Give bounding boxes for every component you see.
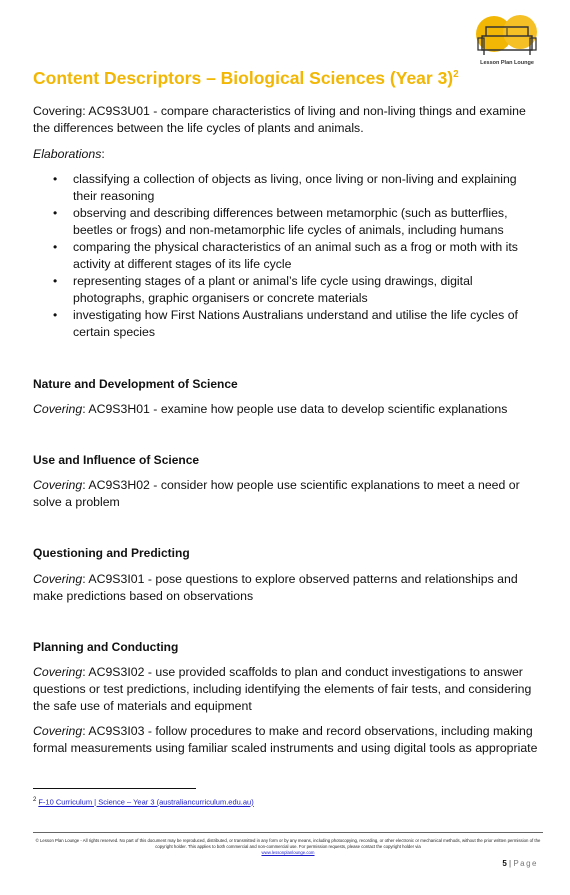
covering-text: : AC9S3I01 - pose questions to explore observed patterns and relationships and make predictions based on observations — [33, 572, 518, 603]
page-label: Page — [513, 859, 538, 868]
section-heading-use-influence: Use and Influence of Science — [33, 453, 200, 467]
footer-divider — [33, 832, 543, 833]
page-title-text: Content Descriptors – Biological Sciences (Year 3) — [33, 68, 454, 88]
footnote-number: 2 — [33, 797, 37, 803]
section-heading-nature-development: Nature and Development of Science — [33, 377, 238, 391]
page-number — [502, 859, 538, 868]
covering-label: Covering — [33, 104, 83, 118]
footnote — [33, 797, 254, 807]
section-covering — [33, 664, 543, 715]
covering-label: Covering — [33, 572, 83, 586]
website-link[interactable]: www.lessonplanlounge.com — [261, 850, 315, 855]
intro-covering — [33, 103, 543, 137]
elaborations-list — [33, 171, 543, 341]
covering-text: : AC9S3H02 - consider how people use scientific explanations to meet a need or solve a problem — [33, 478, 520, 509]
page-number-value: 5 — [502, 859, 507, 868]
covering-label: Covering — [33, 478, 83, 492]
section-covering — [33, 401, 543, 418]
copyright-text: © Lesson Plan Lounge - All rights reserved. No part of this document may be reproduced, distributed, or transmitted in any form or by any means, including photocopying, recording, or other electronic or mechanical methods, without the prior written permission of the copyright holder. This applies to both commercial and non-commercial use. For permission requests, please contact the copyright holder via — [35, 838, 541, 849]
covering-text: : AC9S3I03 - follow procedures to make and record observations, including making formal measurements using familiar scaled instruments and using digital tools as appropriate — [33, 724, 538, 755]
covering-label: Covering — [33, 402, 83, 416]
covering-text: : AC9S3I02 - use provided scaffolds to plan and conduct investigations to answer questions or test predictions, including identifying the elements of fair tests, and considering the safe use of materials and equipment — [33, 665, 532, 713]
list-item: • investigating how First Nations Australians understand and utilise the life cycles of certain species — [33, 307, 543, 341]
elaborations-label-text: Elaborations — [33, 147, 102, 161]
list-item: • observing and describing differences between metamorphic (such as butterflies, beetles or frogs) and non-metamorphic life cycles of animals, including humans — [33, 205, 543, 239]
section-heading-planning-conducting: Planning and Conducting — [33, 640, 179, 654]
copyright-notice — [33, 838, 543, 856]
elaborations-colon: : — [101, 147, 105, 161]
section-covering — [33, 571, 543, 605]
page-separator: | — [506, 859, 514, 868]
covering-label: Covering — [33, 665, 83, 679]
covering-label: Covering — [33, 724, 83, 738]
section-covering — [33, 477, 543, 511]
section-heading-questioning-predicting: Questioning and Predicting — [33, 546, 190, 560]
list-item: • comparing the physical characteristics of an animal such as a frog or moth with its activity at different stages of its life cycle — [33, 239, 543, 273]
section-covering — [33, 723, 543, 757]
armchair-logo-icon — [472, 14, 542, 60]
covering-text: : AC9S3U01 - compare characteristics of living and non-living things and examine the differences between the life cycles of plants and animals. — [33, 104, 526, 135]
covering-text: : AC9S3H01 - examine how people use data to develop scientific explanations — [82, 402, 508, 416]
elaborations-label — [33, 146, 543, 163]
footnote-link[interactable]: F-10 Curriculum | Science – Year 3 (australiancurriculum.edu.au) — [38, 797, 254, 807]
page-title — [33, 68, 459, 89]
footnote-divider — [33, 788, 196, 789]
logo-brand-text: Lesson Plan Lounge — [480, 60, 534, 66]
title-footnote-ref[interactable]: 2 — [453, 69, 459, 81]
list-item: • classifying a collection of objects as living, once living or non-living and explaining their reasoning — [33, 171, 543, 205]
lesson-plan-lounge-logo — [472, 14, 542, 70]
list-item: • representing stages of a plant or animal’s life cycle using drawings, digital photographs, graphic organisers or concrete materials — [33, 273, 543, 307]
